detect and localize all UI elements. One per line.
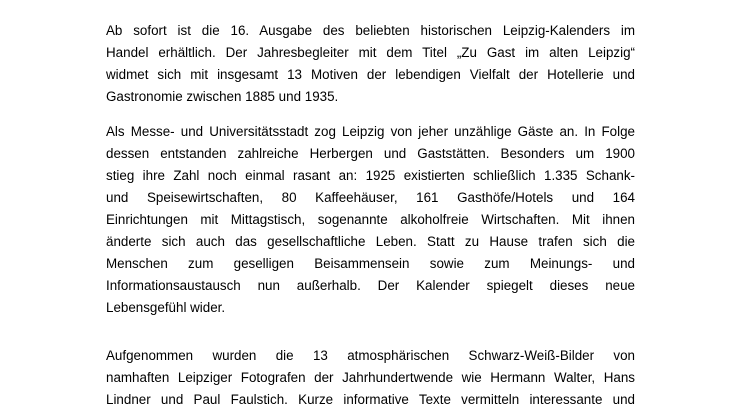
- paragraph-2-line-6: änderte sich auch das gesellschaftliche Leben. Statt zu Hause trafen sich die: [106, 234, 635, 249]
- paragraph-1-line-1: Ab sofort ist die 16. Ausgabe des beliebten historischen Leipzig-Kalenders im: [106, 23, 635, 38]
- paragraph-3-line-2: namhaften Leipziger Fotografen der Jahrhundertwende wie Hermann Walter, Hans: [106, 370, 635, 385]
- paragraph-2-line-8: Informationsaustausch nun außerhalb. Der Kalender spiegelt dieses neue: [106, 278, 635, 293]
- paragraph-2-line-9: Lebensgefühl wider.: [106, 300, 226, 315]
- paragraph-1-line-3: widmet sich mit insgesamt 13 Motiven der lebendigen Vielfalt der Hotellerie und: [106, 67, 635, 82]
- paragraph-2-line-3: stieg ihre Zahl noch einmal rasant an: 1925 existierten schließlich 1.335 Schank-: [106, 168, 635, 183]
- paragraph-2-line-4: und Speisewirtschaften, 80 Kaffeehäuser, 161 Gasthöfe/Hotels und 164: [106, 190, 635, 205]
- paragraph-2-line-7: Menschen zum geselligen Beisammensein sowie zum Meinungs- und: [106, 256, 635, 271]
- paragraph-3-line-1: Aufgenommen wurden die 13 atmosphärischen Schwarz-Weiß-Bilder von: [106, 348, 635, 363]
- paragraph-2-line-2: dessen entstanden zahlreiche Herbergen und Gaststätten. Besonders um 1900: [106, 146, 635, 161]
- paragraph-2-line-5: Einrichtungen mit Mittagstisch, sogenannte alkoholfreie Wirtschaften. Mit ihnen: [106, 212, 635, 227]
- paragraph-2-line-1: Als Messe- und Universitätsstadt zog Leipzig von jeher unzählige Gäste an. In Folge: [106, 124, 635, 139]
- paragraph-3-line-3: Lindner und Paul Faulstich. Kurze informative Texte vermitteln interessante und: [106, 392, 635, 407]
- paragraph-1-line-2: Handel erhältlich. Der Jahresbegleiter mit dem Titel „Zu Gast im alten Leipzig“: [106, 45, 635, 60]
- paragraph-1-line-4: Gastronomie zwischen 1885 und 1935.: [106, 89, 339, 104]
